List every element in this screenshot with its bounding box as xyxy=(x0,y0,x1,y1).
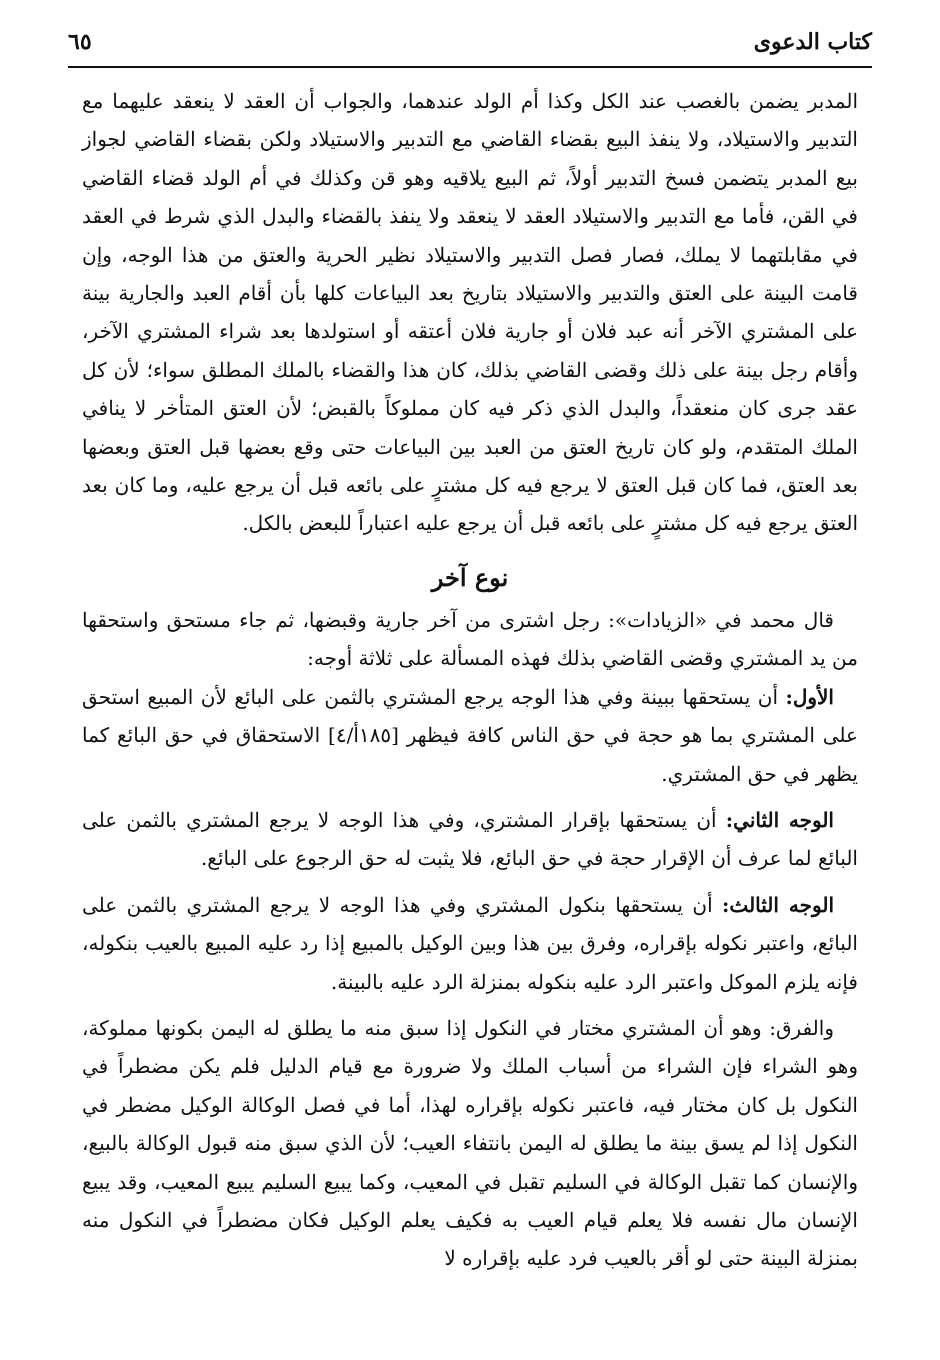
case-two-label: الوجه الثاني: xyxy=(725,807,834,832)
opening-paragraph: المدبر يضمن بالغصب عند الكل وكذا أم الولد عندهما، والجواب أن العقد لا ينعقد عليهما مع التدبير والاستيلاد، ولا ينفذ البيع بقضاء القاضي مع التدبير والاستيلاد ولكن بقضاء القاضي لجواز بيع المدبر يتضمن فسخ التدبير أولاً، ثم البيع يلاقيه وهو قن وكذلك في أم الولد قضاء القاضي في القن، فأما مع التدبير والاستيلاد العقد لا ينعقد ولا ينفذ بالقضاء والبدل الذي شرط في العقد في مقابلتهما لا يملك، فصار فصل التدبير والاستيلاد نظير الحرية والعتق من هذا الوجه، وإن قامت البينة على العتق والتدبير والاستيلاد بتاريخ بعد البياعات كلها بأن أقام العبد والجارية بينة على المشتري الآخر أنه عبد فلان أو جارية فلان أعتقه أو استولدها بعد شراء المشتري الآخر، وأقام رجل بينة على ذلك وقضى القاضي بذلك، كان هذا والقضاء بالملك المطلق سواء؛ لأن كل عقد جرى كان منعقداً، والبدل الذي ذكر فيه كان مملوكاً بالقبض؛ لأن العتق المتأخر لا ينافي الملك المتقدم، ولو كان تاريخ العتق من العبد بين البياعات حتى وقع بعضها قبل العتق وبعضها بعد العتق، فما كان قبل العتق لا يرجع فيه كل مشترٍ على بائعه قبل أن يرجع عليه، وما كان بعد العتق يرجع فيه كل مشترٍ على بائعه قبل أن يرجع عليه اعتباراً للبعض بالكل. xyxy=(82,89,859,536)
section-heading: نوع آخر xyxy=(431,562,509,592)
header-rule xyxy=(68,66,872,68)
body-text xyxy=(82,82,858,1278)
case-three-paragraph xyxy=(82,886,858,1001)
page-number: ٦٥ xyxy=(68,29,92,55)
running-head xyxy=(68,22,872,62)
intro-paragraph: قال محمد في «الزيادات»: رجل اشترى من آخر جارية وقبضها، ثم جاء مستحق واستحقها من يد المشتري وقضى القاضي بذلك فهذه المسألة على ثلاثة أوجه: xyxy=(82,607,858,671)
case-two-paragraph xyxy=(82,801,858,878)
running-title: كتاب الدعوى xyxy=(753,29,872,55)
case-two-text: أن يستحقها بإقرار المشتري، وفي هذا الوجه لا يرجع المشتري بالثمن على البائع لما عرف أن الإقرار حجة في حق البائع، فلا يثبت له حق الرجوع على البائع. xyxy=(82,807,858,871)
case-one-label: الأول: xyxy=(785,684,834,709)
case-one-text: أن يستحقها ببينة وفي هذا الوجه يرجع المشتري بالثمن على البائع لأن المبيع استحق على المشتري بما هو حجة في حق الناس كافة فيظهر [١٨٥أ/٤] الاستحقاق في حق البائع كما يظهر في حق المشتري. xyxy=(82,684,858,786)
case-one-paragraph xyxy=(82,678,858,793)
case-three-label: الوجه الثالث: xyxy=(722,892,834,917)
difference-paragraph: والفرق: وهو أن المشتري مختار في النكول إذا سبق منه ما يطلق له اليمن بكونها مملوكة، وهو الشراء فإن الشراء من أسباب الملك ولا ضرورة مع قيام الدليل فلم يكن مضطراً في النكول بل كان مختار فيه، فاعتبر نكوله بإقراره لهذا، أما في فصل الوكالة الوكيل مضطر في النكول إذا لم يسق بينة ما يطلق له اليمن بانتفاء العيب؛ لأن الذي سبق منه قبول الوكالة بالبيع، والإنسان كما تقبل الوكالة في السليم تقبل في المعيب، وكما يبيع السليم يبيع المعيب، وقد يبيع الإنسان مال نفسه فلا يعلم قيام العيب به فكيف يعلم الوكيل فكان مضطراً في النكول منه بمنزلة البينة حتى لو أقر بالعيب فرد عليه بإقراره لا xyxy=(82,1015,859,1271)
case-three-text: أن يستحقها بنكول المشتري وفي هذا الوجه لا يرجع المشتري بالثمن على البائع، واعتبر نكوله بإقراره، وفرق بين هذا وبين الوكيل بالمبيع إذا رد عليه المبيع بالعيب بنكوله، فإنه يلزم الموكل واعتبر الرد عليه بنكوله بمنزلة الرد عليه بالبينة. xyxy=(82,892,858,994)
